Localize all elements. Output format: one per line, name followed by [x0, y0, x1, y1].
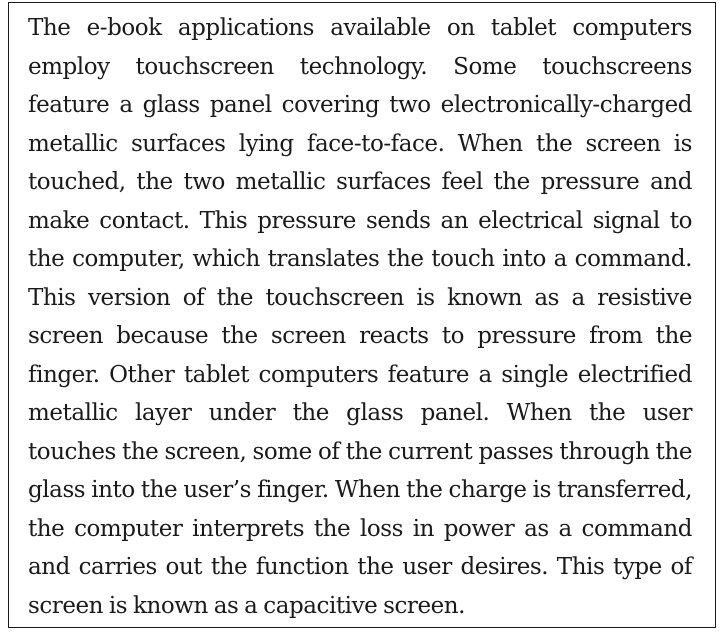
passage-text: The e-book applications available on tablet computers employ touchscreen technology. Some touchscreens feature a glass panel covering two electronically-charged metallic surfaces lying face-to-face. When the screen is touched, the two metallic surfaces feel the pressure and make contact. This pressure sends an electrical signal to the computer, which translates the touch into a command. This version of the touchscreen is known as a resistive screen because the screen reacts to pressure from the finger. Other tablet computers feature a single electrified metallic layer under the glass panel. When the user touches the screen, some of the current passes through the glass into the user’s finger. When the charge is transferred, the computer interprets the loss in power as a command and carries out the function the user desires. This type of screen is known as a capacitive screen.: [28, 15, 692, 619]
passage-box: [8, 2, 716, 628]
